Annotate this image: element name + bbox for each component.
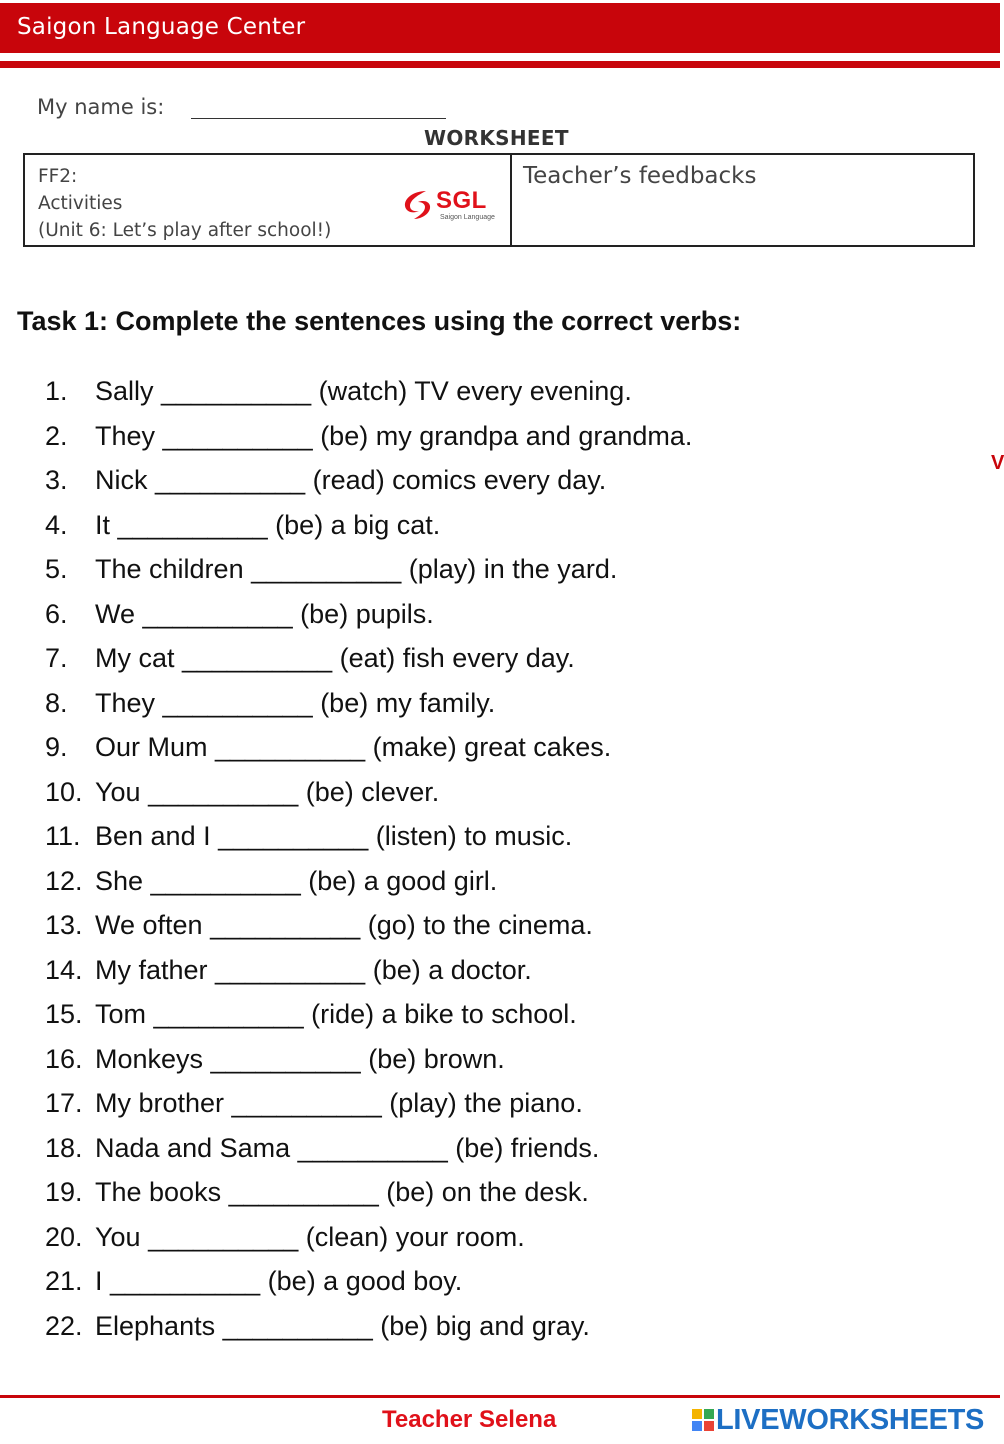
exercise-item — [0, 637, 1000, 682]
exercise-item — [0, 993, 1000, 1038]
exercise-item — [0, 771, 1000, 816]
item-number: 14. — [45, 954, 83, 985]
item-number: 22. — [45, 1310, 83, 1341]
item-sentence[interactable]: My brother __________ (play) the piano. — [95, 1088, 583, 1118]
liveworksheets-icon — [692, 1409, 714, 1431]
item-sentence[interactable]: Elephants __________ (be) big and gray. — [95, 1310, 590, 1341]
exercise-item — [0, 370, 1000, 415]
item-number: 11. — [45, 821, 81, 851]
item-sentence[interactable]: The children __________ (play) in the yard. — [95, 554, 618, 584]
item-number: 6. — [45, 598, 68, 629]
logo-text: SGL — [436, 187, 487, 214]
course-section: Activities — [38, 193, 123, 214]
item-number: 12. — [45, 865, 83, 896]
item-number: 2. — [45, 420, 68, 451]
exercise-item — [0, 1127, 1000, 1172]
task-title: Task 1: Complete the sentences using the correct verbs: — [17, 306, 742, 336]
header-title: Saigon Language Center — [17, 14, 306, 40]
item-number: 7. — [45, 643, 68, 673]
item-sentence[interactable]: Tom __________ (ride) a bike to school. — [95, 999, 577, 1029]
exercise-item — [0, 548, 1000, 593]
item-number: 3. — [45, 465, 68, 495]
exercise-item — [0, 459, 1000, 504]
item-sentence[interactable]: I __________ (be) a good boy. — [95, 1266, 463, 1296]
item-sentence[interactable]: Ben and I __________ (listen) to music. — [95, 821, 573, 851]
info-box — [23, 153, 975, 247]
item-sentence[interactable]: We __________ (be) pupils. — [95, 598, 434, 629]
item-sentence[interactable]: Nick __________ (read) comics every day. — [95, 465, 607, 495]
item-number: 17. — [45, 1088, 83, 1118]
item-number: 4. — [45, 509, 68, 540]
item-sentence[interactable]: Monkeys __________ (be) brown. — [95, 1043, 505, 1074]
item-sentence[interactable]: My father __________ (be) a doctor. — [95, 954, 532, 985]
item-sentence[interactable]: We often __________ (go) to the cinema. — [95, 910, 593, 940]
exercise-item — [0, 593, 1000, 638]
sgl-swirl-icon — [400, 187, 434, 223]
item-number: 13. — [45, 910, 83, 940]
course-info — [38, 163, 331, 244]
item-number: 10. — [45, 776, 83, 807]
item-sentence[interactable]: It __________ (be) a big cat. — [95, 509, 441, 540]
exercise-item — [0, 1038, 1000, 1083]
item-number: 15. — [45, 999, 83, 1029]
exercise-item — [0, 1305, 1000, 1350]
item-number: 20. — [45, 1221, 83, 1252]
item-sentence[interactable]: They __________ (be) my grandpa and grandma. — [95, 420, 693, 451]
name-input-line[interactable] — [191, 118, 446, 119]
footer-divider — [0, 1395, 1000, 1398]
logo-subtext: Saigon Language — [440, 214, 495, 221]
exercise-item — [0, 726, 1000, 771]
course-code: FF2: — [38, 166, 78, 187]
exercise-item — [0, 415, 1000, 460]
header-bar — [0, 3, 1000, 53]
liveworksheets-text: LIVEWORKSHEETS — [716, 1404, 985, 1436]
item-number: 9. — [45, 732, 68, 762]
item-number: 18. — [45, 1132, 83, 1163]
exercise-item — [0, 682, 1000, 727]
item-sentence[interactable]: You __________ (be) clever. — [95, 776, 440, 807]
item-number: 5. — [45, 554, 68, 584]
exercise-item — [0, 504, 1000, 549]
item-number: 19. — [45, 1177, 83, 1207]
exercise-item — [0, 949, 1000, 994]
item-sentence[interactable]: You __________ (clean) your room. — [95, 1221, 525, 1252]
item-sentence[interactable]: They __________ (be) my family. — [95, 687, 496, 718]
item-sentence[interactable]: Nada and Sama __________ (be) friends. — [95, 1132, 600, 1163]
item-sentence[interactable]: She __________ (be) a good girl. — [95, 865, 498, 896]
item-sentence[interactable]: Sally __________ (watch) TV every evening. — [95, 376, 632, 406]
sgl-logo — [400, 187, 500, 223]
exercise-item — [0, 1171, 1000, 1216]
item-sentence[interactable]: The books __________ (be) on the desk. — [95, 1177, 589, 1207]
name-label: My name is: — [37, 95, 165, 119]
teacher-feedback-label: Teacher’s feedbacks — [523, 163, 757, 189]
header-divider — [0, 61, 1000, 68]
exercise-item — [0, 815, 1000, 860]
info-divider — [510, 155, 512, 245]
course-unit: (Unit 6: Let’s play after school!) — [38, 220, 332, 241]
exercise-item — [0, 1082, 1000, 1127]
exercise-list — [0, 370, 1000, 1349]
item-number: 1. — [45, 376, 68, 406]
exercise-item — [0, 904, 1000, 949]
exercise-item — [0, 1216, 1000, 1261]
worksheet-title: WORKSHEET — [424, 126, 569, 150]
footer-author: Teacher Selena — [382, 1406, 557, 1433]
item-number: 21. — [45, 1266, 83, 1296]
item-number: 8. — [45, 687, 68, 718]
margin-mark: V — [991, 452, 1004, 474]
item-sentence[interactable]: Our Mum __________ (make) great cakes. — [95, 732, 612, 762]
item-sentence[interactable]: My cat __________ (eat) fish every day. — [95, 643, 575, 673]
exercise-item — [0, 860, 1000, 905]
exercise-item — [0, 1260, 1000, 1305]
item-number: 16. — [45, 1043, 83, 1074]
